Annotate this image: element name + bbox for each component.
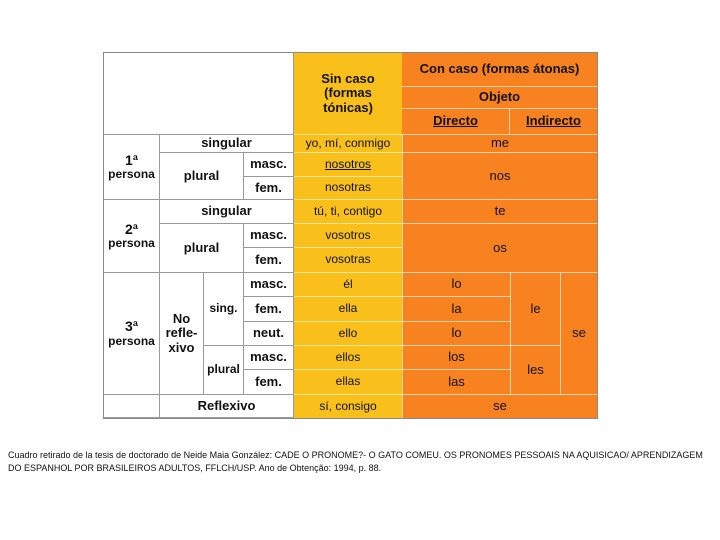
p3-sing-masc-label: masc.	[244, 273, 294, 297]
atonic-se-indirect: se	[560, 273, 597, 395]
pronoun-table	[103, 52, 598, 419]
p1-singular-label: singular	[160, 135, 294, 153]
atonic-los: los	[402, 346, 510, 370]
tonic-p2-pl-fem: vosotras	[294, 248, 402, 273]
tonic-p2-sing: tú, ti, contigo	[294, 200, 402, 224]
p3-sing-neut-label: neut.	[244, 322, 294, 346]
person-1-label	[104, 135, 160, 200]
atonic-lo-masc: lo	[402, 273, 510, 297]
person-3-number: 3ª	[125, 318, 138, 335]
atonic-le: le	[510, 273, 560, 346]
p3-refle-word: refle-	[165, 325, 198, 341]
header-sin-caso-line2: (formas	[324, 85, 372, 101]
p3-pl-masc-label: masc.	[244, 346, 294, 370]
header-directo: Directo	[402, 109, 510, 135]
p1-masc-label: masc.	[244, 153, 294, 177]
header-sin-caso-line1: Sin caso	[321, 71, 375, 87]
header-blank	[104, 53, 294, 135]
tonic-p3-pl-fem: ellas	[294, 370, 402, 395]
p1-fem-label: fem.	[244, 177, 294, 200]
header-indirecto: Indirecto	[510, 109, 597, 135]
p2-singular-label: singular	[160, 200, 294, 224]
tonic-p3-sing-fem: ella	[294, 297, 402, 322]
p2-plural-label: plural	[160, 224, 244, 273]
p3-pl-fem-label: fem.	[244, 370, 294, 395]
header-objeto: Objeto	[402, 87, 597, 109]
person-3-label	[104, 273, 160, 395]
atonic-las: las	[402, 370, 510, 395]
tonic-p1-sing: yo, mí, conmigo	[294, 135, 402, 153]
person-2-number: 2ª	[125, 220, 138, 237]
p2-masc-label: masc.	[244, 224, 294, 248]
atonic-nos: nos	[402, 153, 597, 200]
tonic-p1-pl-masc: nosotros	[294, 153, 402, 177]
atonic-les: les	[510, 346, 560, 395]
p3-xivo-word: xivo	[168, 339, 195, 355]
p1-plural-label: plural	[160, 153, 244, 200]
header-sin-caso	[294, 53, 402, 135]
person-1-word: persona	[108, 167, 155, 182]
reflexivo-label: Reflexivo	[160, 395, 294, 418]
header-sin-caso-line3: tónicas)	[323, 99, 373, 115]
reflexive-blank	[104, 395, 160, 418]
person-2-word: persona	[108, 236, 155, 251]
tonic-p2-pl-masc: vosotros	[294, 224, 402, 248]
person-1-number: 1ª	[125, 151, 138, 168]
person-3-word: persona	[108, 333, 155, 348]
atonic-me: me	[402, 135, 597, 153]
tonic-p3-sing-neut: ello	[294, 322, 402, 346]
atonic-se-reflexive: se	[402, 395, 597, 418]
p3-sing-label: sing.	[204, 273, 244, 346]
atonic-te: te	[402, 200, 597, 224]
p2-fem-label: fem.	[244, 248, 294, 273]
p3-no-reflexivo-label	[160, 273, 204, 395]
atonic-lo-neut: lo	[402, 322, 510, 346]
tonic-p3-pl-masc: ellos	[294, 346, 402, 370]
p3-no-word: No	[172, 311, 191, 327]
p3-plural-label: plural	[204, 346, 244, 395]
atonic-la: la	[402, 297, 510, 322]
caption: Cuadro retirado de la tesis de doctorado de Neide Maia González: CADE O PRONOME?- O GATO COMEU. OS PRONOMES PESSOAIS NA AQUISICAO/ APRENDIZAGEM DO ESPANHOL POR BRASILEIROS ADULTOS, FFLCH/USP. Ano de Obtenção: 1994, p. 88.	[8, 450, 703, 473]
header-con-caso: Con caso (formas átonas)	[402, 53, 597, 87]
tonic-p3-refl: sí, consigo	[294, 395, 402, 418]
p3-sing-fem-label: fem.	[244, 297, 294, 322]
tonic-p1-pl-fem: nosotras	[294, 177, 402, 200]
person-2-label	[104, 200, 160, 273]
tonic-p3-sing-masc: él	[294, 273, 402, 297]
atonic-os: os	[402, 224, 597, 273]
